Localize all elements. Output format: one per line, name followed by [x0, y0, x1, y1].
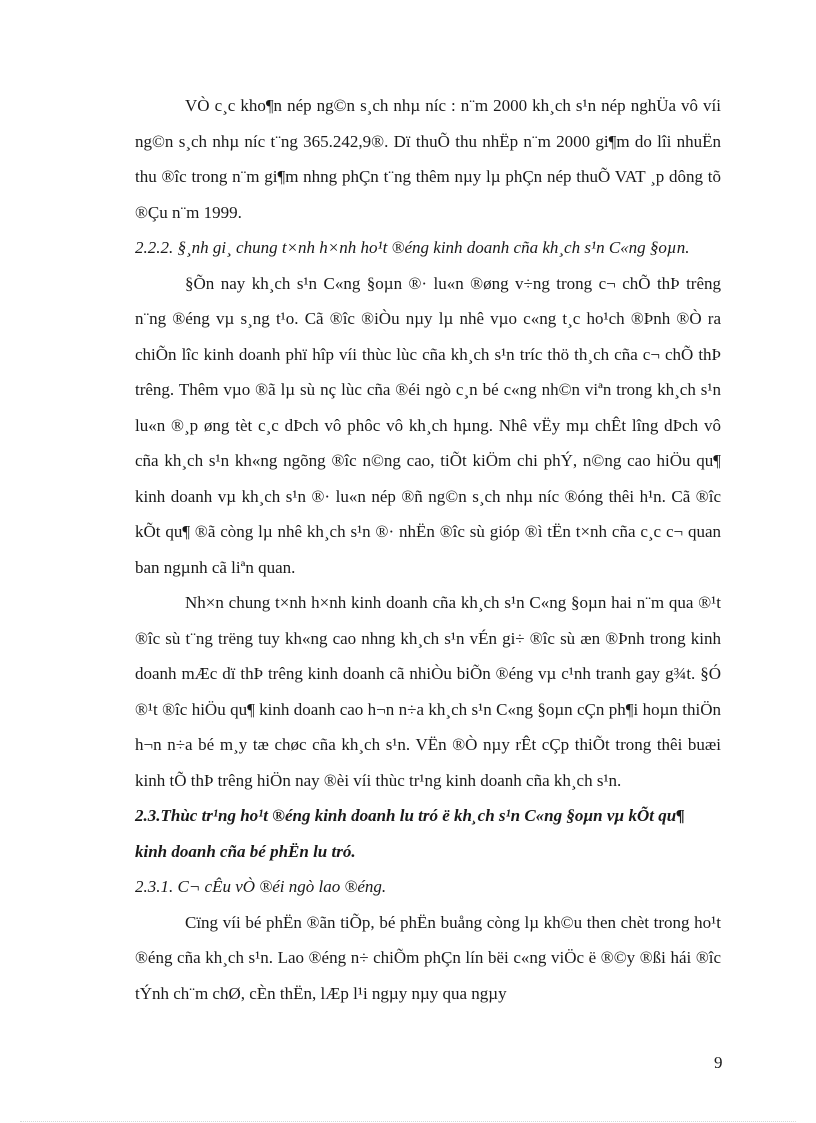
paragraph-hotel-overview: §Õn nay kh¸ch s¹n C«ng §oµn ®· lu«n ®øng v÷ng trong c¬ chÕ thÞ trêng n¨ng ®éng vµ s¸ng t¹o. Cã ®îc ®iÒu nµy lµ nhê vµo c«ng t¸c ho¹ch ®Þnh ®Ò ra chiÕn lîc kinh doanh phï hîp víi thùc lùc cña kh¸ch s¹n tríc thö th¸ch cña c¬ chÕ thÞ trêng. Thêm vµo ®ã lµ sù nç lùc cña ®éi ngò c¸n bé c«ng nh©n viªn trong kh¸ch s¹n lu«n ®¸p øng tèt c¸c dÞch vô phôc vô kh¸ch hµng. Nhê vËy mµ chÊt lîng dÞch vô cña kh¸ch s¹n kh«ng ngõng ®îc n©ng cao, tiÕt kiÖm chi phÝ, n©ng cao hiÖu qu¶ kinh doanh vµ kh¸ch s¹n ®· lu«n nép ®ñ ng©n s¸ch nhµ níc ®óng thêi h¹n. Cã ®îc kÕt qu¶ ®ã còng lµ nhê kh¸ch s¹n ®· nhËn ®îc sù gióp ®ì tËn t×nh cña c¸c c¬ quan ban ngµnh cã liªn quan.: [135, 273, 721, 577]
paragraph-business-summary: Nh×n chung t×nh h×nh kinh doanh cña kh¸ch s¹n C«ng §oµn hai n¨m qua ®¹t ®îc sù t¨ng trëng tuy kh«ng cao nhng kh¸ch s¹n vÉn gi÷ ®îc sù æn ®Þnh trong kinh doanh mÆc dï thÞ trêng kinh doanh cã nhiÒu biÕn ®éng vµ c¹nh tranh gay g¾t. §Ó ®¹t ®îc hiÖu qu¶ kinh doanh cao h¬n n÷a kh¸ch s¹n C«ng §oµn cÇn ph¶i hoµn thiÖn h¬n n÷a bé m¸y tæ chøc cña kh¸ch s¹n. VËn ®Ò nµy rÊt cÇp thiÕt trong thêi buæi kinh tÕ thÞ trêng hiÖn nay ®èi víi thùc tr¹ng kinh doanh cña kh¸ch s¹n.: [135, 593, 721, 790]
paragraph-housekeeping-staff: Cïng víi bé phËn ®ãn tiÕp, bé phËn buång còng lµ kh©u then chèt trong ho¹t ®éng cña kh¸ch s¹n. Lao ®éng n÷ chiÕm phÇn lín bëi c«ng viÖc ë ®©y ®ßi hái ®îc tÝnh ch¨m chØ, cÈn thËn, lÆp l¹i ngµy nµy qua ngµy: [135, 912, 721, 1003]
section-heading-2-2-2: 2.2.2. §¸nh gi¸ chung t×nh h×nh ho¹t ®éng kinh doanh cña kh¸ch s¹n C«ng §oµn.: [135, 238, 690, 257]
page-number: 9: [714, 1053, 723, 1072]
page-content: [135, 88, 721, 1011]
section-heading-2-3: 2.3.Thùc tr¹ng ho¹t ®éng kinh doanh lu tró ë kh¸ch s¹n C«ng §oµn vµ kÕt qu¶ kinh doanh cña bé phËn lu tró.: [135, 806, 685, 861]
page-bottom-divider: [20, 1121, 796, 1122]
section-heading-2-3-1: 2.3.1. C¬ cÊu vÒ ®éi ngò lao ®éng.: [135, 877, 387, 896]
paragraph-budget-contributions: VÒ c¸c kho¶n nép ng©n s¸ch nhµ níc : n¨m 2000 kh¸ch s¹n nép nghÜa vô víi ng©n s¸ch nhµ níc t¨ng 365.242,9®. Dï thuÕ thu nhËp n¨m 2000 gi¶m do lîi nhuËn thu ®îc trong n¨m gi¶m nhng phÇn t¨ng thêm nµy lµ phÇn nép thuÕ VAT ¸p dông tõ ®Çu n¨m 1999.: [135, 96, 721, 222]
